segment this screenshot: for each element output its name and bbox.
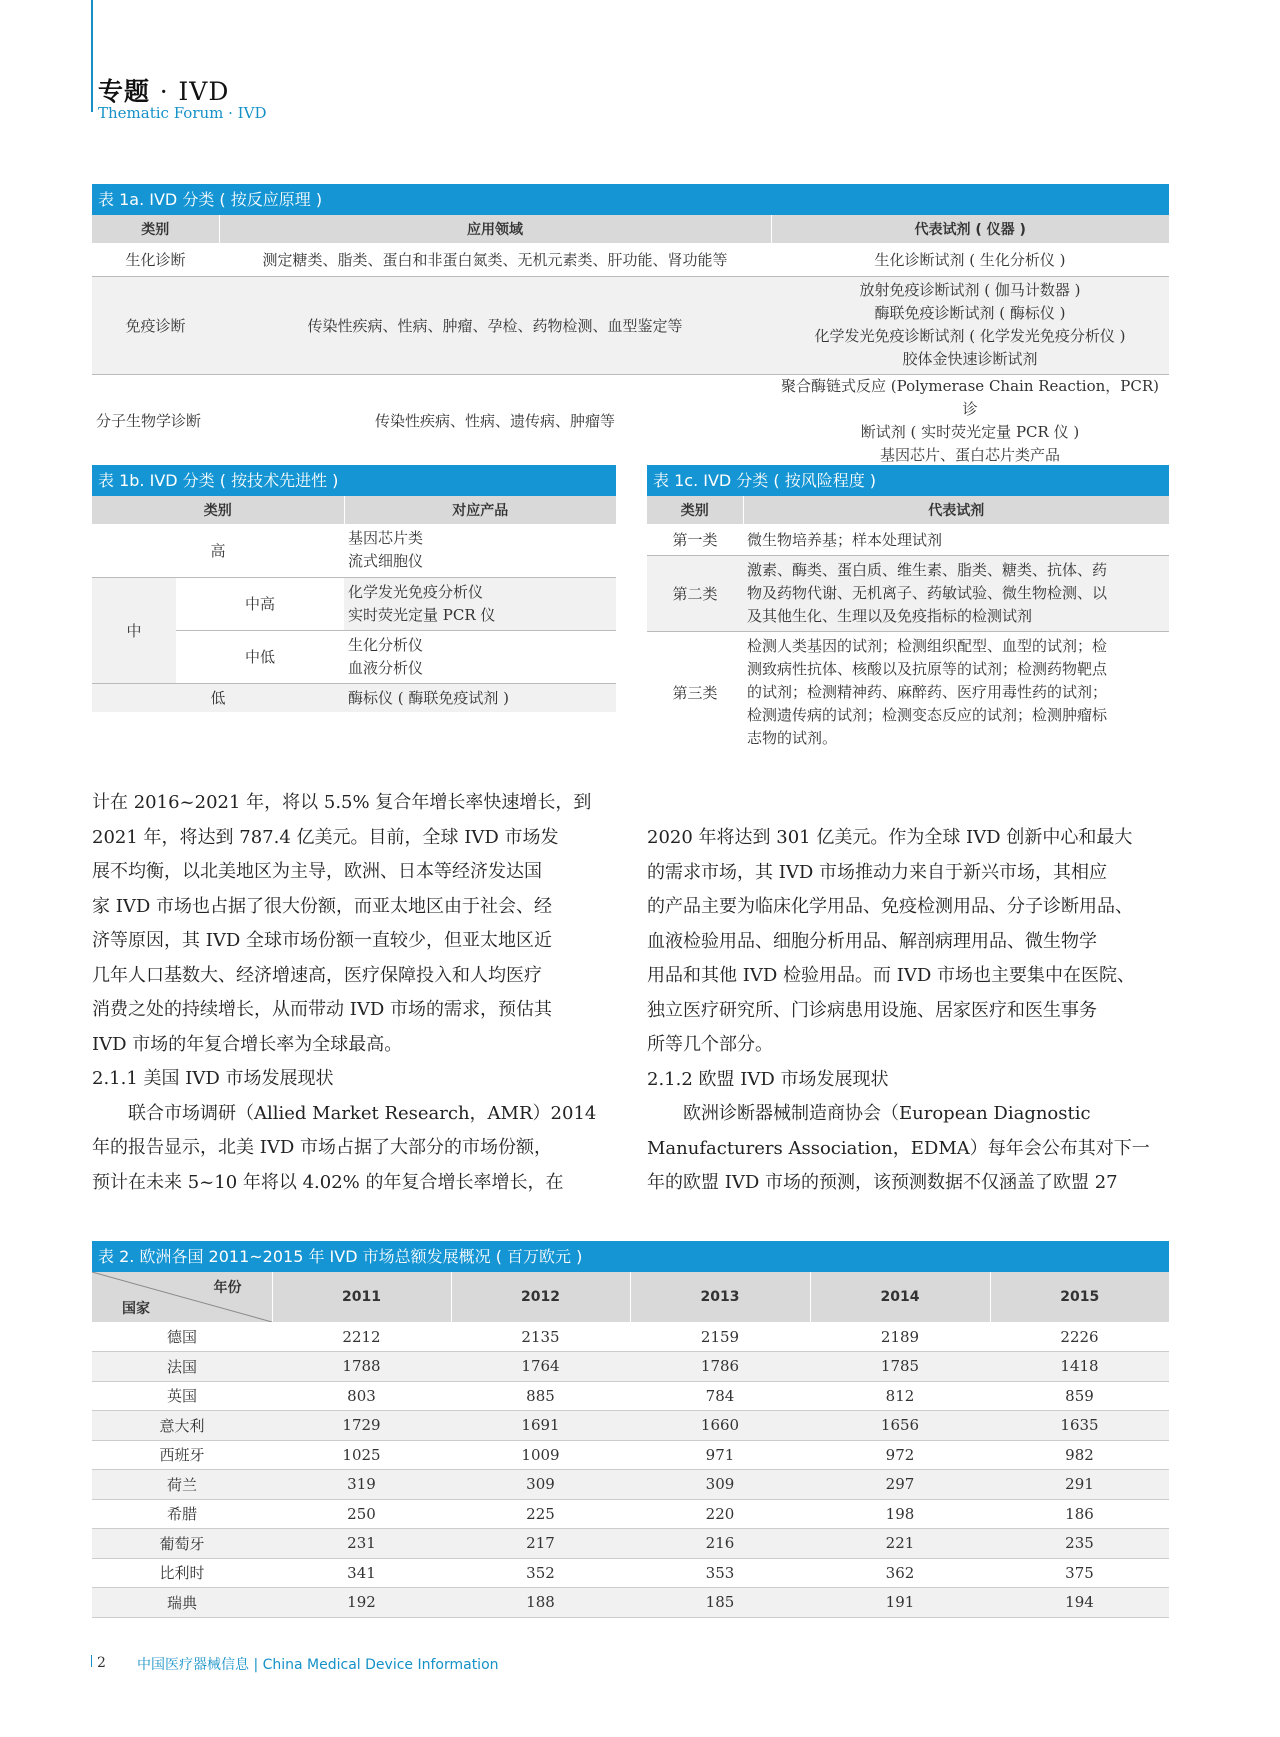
page-number: 2: [97, 1655, 106, 1671]
table2-value: 2212: [342, 1327, 381, 1346]
table1c-reagent: 微生物培养基；样本处理试剂: [747, 530, 943, 549]
table1c-category: 第二类: [672, 584, 718, 603]
table1c-title: 表 1c. IVD 分类 ( 按风险程度 ): [647, 465, 1169, 496]
table2-country: 英国: [166, 1387, 197, 1406]
table2-value: 217: [526, 1534, 555, 1553]
table2-country: 德国: [166, 1328, 197, 1346]
table2-value: 353: [705, 1563, 735, 1582]
table2-country: 法国: [166, 1357, 197, 1376]
table2-value: 235: [1065, 1534, 1094, 1553]
table2-value: 186: [1065, 1504, 1094, 1523]
table2-value: 2226: [1060, 1327, 1099, 1346]
table-row: [92, 1529, 1169, 1559]
table2-value: 250: [347, 1504, 376, 1523]
table2-value: 362: [885, 1563, 915, 1582]
table1a-category: 分子生物学诊断: [96, 412, 202, 430]
table-row: [92, 1588, 1169, 1618]
table-row: [92, 1381, 1169, 1411]
table1a-field: 传染性疾病、性病、肿瘤、孕检、药物检测、血型鉴定等: [307, 316, 683, 335]
table2-country: 希腊: [166, 1505, 197, 1524]
table1c-header: 代表试剂: [743, 496, 1169, 524]
table-row: [92, 1470, 1169, 1500]
table2-value: 188: [526, 1593, 555, 1612]
table2-value: 309: [526, 1475, 555, 1494]
table2-value: 375: [1065, 1563, 1094, 1582]
table-row: [92, 1558, 1169, 1588]
table2-country: 意大利: [159, 1416, 205, 1435]
table1a-reagent: 聚合酶链式反应 (Polymerase Chain Reaction，PCR) 诊 断试剂 ( 实时荧光定量 PCR 仪 ) 基因芯片、蛋白芯片类产品: [780, 376, 1160, 464]
table1c-reagent: 激素、酶类、蛋白质、维生素、脂类、糖类、抗体、药 物及药物代谢、无机离子、药敏试验、微生物检测、以 及其他生化、生理以及免疫指标的检测试剂: [747, 560, 1108, 625]
table1b-level-low: 低: [210, 689, 226, 708]
table1a: [92, 215, 1169, 467]
table2-value: 1788: [342, 1357, 381, 1376]
table2-value: 192: [347, 1593, 376, 1612]
table2-value: 319: [347, 1475, 376, 1494]
table2-country: 瑞典: [166, 1593, 197, 1612]
table-row: [92, 1499, 1169, 1529]
table2-value: 1691: [521, 1416, 560, 1435]
table1b-level-mid-high: 中高: [176, 577, 344, 630]
table1c-category: 第三类: [672, 683, 718, 702]
table1a-header: 类别: [92, 215, 219, 243]
table2-year-header: 2015: [990, 1272, 1169, 1322]
body-right-column: 2020 年将达到 301 亿美元。作为全球 IVD 创新中心和最大 的需求市场，其 IVD 市场推动力来自于新兴市场，其相应 的产品主要为临床化学用品、免疫检测用品、分子诊断用品、 血液检验用品、细胞分析用品、解剖病理用品、微生物学 用品和其他 IVD 检验用品。而 IVD 市场也主要集中在医院、 独立医疗研究所、门诊病患用设施、居家医疗和医生事务 所等几个部分。 2.1.2 欧盟 IVD 市场发展现状 欧洲诊断器械制造商协会（European Diagnostic Manufacturers Association，EDMA）每年会公布其对下一 年的欧盟 IVD 市场的预测，该预测数据不仅涵盖了欧盟 27: [647, 821, 1177, 1201]
table1b-products: 化学发光免疫分析仪 实时荧光定量 PCR 仪: [348, 582, 496, 624]
table2-value: 1656: [880, 1416, 920, 1435]
diagonal-divider: [92, 1272, 272, 1322]
footer-accent: [91, 1655, 92, 1667]
header-accent-line: [91, 0, 93, 112]
table2-year-header: 2014: [810, 1272, 990, 1322]
table2-value: 1009: [521, 1445, 560, 1464]
table2-value: 1660: [700, 1416, 740, 1435]
table1c-reagent: 检测人类基因的试剂；检测组织配型、血型的试剂；检 测致病性抗体、核酸以及抗原等的试剂；检测药物靶点 的试剂；检测精神药、麻醉药、医疗用毒性药的试剂； 检测遗传病的试剂；检测变态反应的试剂；检测肿瘤标 志物的试剂。: [747, 636, 1108, 747]
table2-value: 971: [705, 1445, 735, 1464]
table2-value: 1025: [342, 1445, 381, 1464]
table2-value: 231: [347, 1534, 376, 1553]
table1b-products: 生化分析仪 血液分析仪: [348, 635, 424, 677]
table2-country: 西班牙: [159, 1446, 205, 1465]
table1c: [647, 496, 1169, 753]
table2-value: 982: [1065, 1445, 1094, 1464]
table2-value: 341: [347, 1563, 376, 1582]
table2-value: 803: [347, 1386, 376, 1405]
table1a-field: 传染性疾病、性病、遗传病、肿瘤等: [374, 412, 615, 430]
table1b: [92, 496, 616, 712]
table1b-products: 基因芯片类 流式细胞仪: [348, 529, 424, 571]
table1b-level-high: 高: [210, 541, 226, 560]
table2-value: 812: [885, 1386, 915, 1405]
table2-year-header: 2011: [272, 1272, 451, 1322]
table1a-reagent: 生化诊断试剂 ( 生化分析仪 ): [874, 250, 1066, 269]
table2-value: 191: [885, 1593, 915, 1612]
table1b-header: 对应产品: [344, 496, 616, 524]
table2-value: 2135: [521, 1327, 560, 1346]
table2-value: 1418: [1060, 1357, 1099, 1376]
table2-value: 784: [705, 1386, 735, 1405]
table2-value: 297: [885, 1475, 915, 1494]
table-row: [92, 1322, 1169, 1352]
table2-value: 2159: [700, 1327, 740, 1346]
table1b-header: 类别: [92, 496, 344, 524]
table2-value: 1786: [700, 1357, 740, 1376]
table1a-category: 生化诊断: [125, 250, 186, 269]
section-title: 专题 · IVD: [98, 77, 230, 106]
table2-corner-year: 年份: [213, 1280, 242, 1296]
table2-value: 352: [526, 1563, 555, 1582]
table1b-level-mid: 中: [126, 621, 142, 640]
section-heading: 2.1.2 欧盟 IVD 市场发展现状: [647, 1068, 889, 1090]
table2-title: 表 2. 欧洲各国 2011~2015 年 IVD 市场总额发展概况 ( 百万欧元 ): [92, 1241, 1169, 1272]
table2-value: 216: [705, 1534, 735, 1553]
table1a-category: 免疫诊断: [125, 316, 186, 335]
table1a-header: 代表试剂 ( 仪器 ): [771, 215, 1169, 243]
table2-value: 185: [705, 1593, 735, 1612]
table2-value: 1635: [1060, 1416, 1099, 1435]
table2-value: 1729: [342, 1416, 381, 1435]
table2-value: 220: [705, 1504, 735, 1523]
table1a-header: 应用领域: [219, 215, 771, 243]
table2-value: 221: [885, 1534, 915, 1553]
table2-country: 葡萄牙: [159, 1534, 205, 1553]
table2-value: 972: [885, 1445, 915, 1464]
table2-country: 荷兰: [166, 1475, 197, 1494]
table2-value: 1764: [521, 1357, 560, 1376]
table1a-title: 表 1a. IVD 分类 ( 按反应原理 ): [92, 184, 1169, 215]
journal-name: 中国医疗器械信息 | China Medical Device Information: [137, 1657, 499, 1673]
table1a-reagent: 放射免疫诊断试剂 ( 伽马计数器 ) 酶联免疫诊断试剂 ( 酶标仪 ) 化学发光免疫诊断试剂 ( 化学发光免疫分析仪 ) 胶体金快速诊断试剂: [814, 281, 1126, 368]
table2-year-header: 2012: [451, 1272, 630, 1322]
body-left-column: 计在 2016~2021 年，将以 5.5% 复合年增长率快速增长，到 2021 年，将达到 787.4 亿美元。目前，全球 IVD 市场发 展不均衡，以北美地区为主导，欧洲、日本等经济发达国 家 IVD 市场也占据了很大份额，而亚太地区由于社会、经 济等原因，其 IVD 全球市场份额一直较少，但亚太地区近 几年人口基数大、经济增速高，医疗保障投入和人均医疗 消费之处的持续增长，从而带动 IVD 市场的需求，预估其 IVD 市场的年复合增长率为全球最高。 2.1.1 美国 IVD 市场发展现状 联合市场调研（Allied Market Research，AMR）2014 年的报告显示，北美 IVD 市场占据了大部分的市场份额， 预计在未来 5~10 年将以 4.02% 的年复合增长率增长，在: [92, 786, 616, 1200]
table2-value: 309: [705, 1475, 735, 1494]
table2-value: 1785: [880, 1357, 920, 1376]
table2-value: 198: [885, 1504, 915, 1523]
table-row: [92, 1352, 1169, 1382]
table-row: [92, 1411, 1169, 1441]
table2: [92, 1272, 1169, 1618]
table1c-category: 第一类: [672, 530, 718, 549]
table1b-products: 酶标仪 ( 酶联免疫试剂 ): [348, 689, 510, 708]
table2-corner-country: 国家: [122, 1301, 150, 1317]
table1b-title: 表 1b. IVD 分类 ( 按技术先进性 ): [92, 465, 616, 496]
table2-corner-cell: [92, 1272, 272, 1322]
table2-value: 859: [1065, 1386, 1094, 1405]
table2-year-header: 2013: [630, 1272, 810, 1322]
table2-value: 225: [526, 1504, 555, 1523]
table1a-field: 测定糖类、脂类、蛋白和非蛋白氮类、无机元素类、肝功能、肾功能等: [262, 250, 728, 269]
table1c-header: 类别: [647, 496, 743, 524]
table2-value: 885: [526, 1386, 555, 1405]
table1b-level-mid-low: 中低: [244, 648, 275, 666]
table-row: [92, 1440, 1169, 1470]
section-subtitle: Thematic Forum · IVD: [98, 104, 267, 122]
table2-value: 194: [1065, 1593, 1094, 1612]
table2-value: 2189: [880, 1327, 920, 1346]
table2-country: 比利时: [159, 1564, 205, 1583]
table2-value: 291: [1065, 1475, 1094, 1494]
section-heading: 2.1.1 美国 IVD 市场发展现状: [92, 1068, 334, 1089]
